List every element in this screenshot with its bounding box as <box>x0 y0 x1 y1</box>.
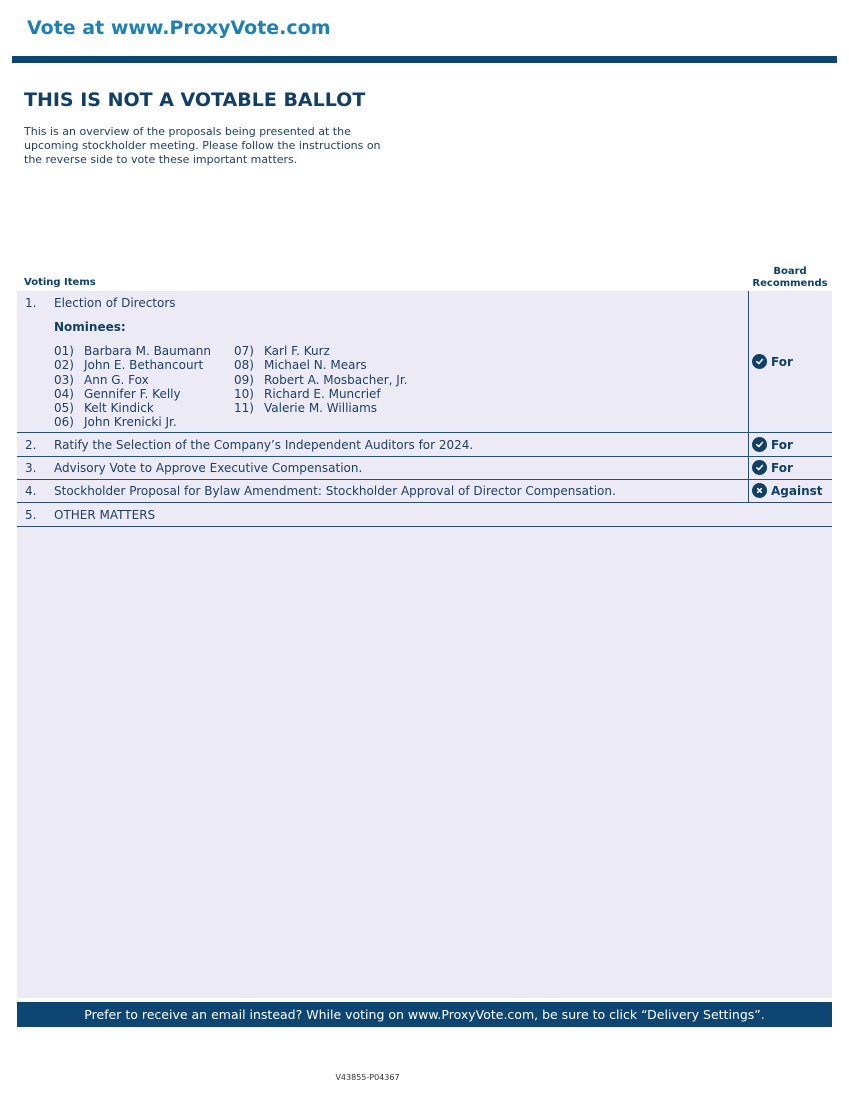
nominee <box>54 373 211 387</box>
nominee-name: Valerie M. Williams <box>264 401 378 416</box>
intro-line: upcoming stockholder meeting. Please follow the instructions on <box>24 139 381 152</box>
header-divider <box>12 56 837 63</box>
nominee <box>234 373 407 387</box>
nominee-number: 11) <box>234 401 254 416</box>
nominee-number: 03) <box>54 372 74 387</box>
item-number: 1. <box>25 296 37 310</box>
nominee-number: 02) <box>54 358 74 373</box>
item-text: OTHER MATTERS <box>54 508 156 522</box>
item-number: 2. <box>25 438 37 452</box>
recommendation-for <box>752 437 793 452</box>
nominee-number: 04) <box>54 386 74 401</box>
nominee-name: Richard E. Muncrief <box>264 386 381 401</box>
nominee-number: 10) <box>234 386 254 401</box>
item-number: 5. <box>25 508 37 522</box>
nominee <box>234 344 407 358</box>
board-recommends-heading <box>748 266 832 290</box>
nominee <box>54 415 211 429</box>
nominees-column-left <box>54 344 211 430</box>
email-delivery-banner: Prefer to receive an email instead? While voting on www.ProxyVote.com, be sure to click “Delivery Settings”. <box>17 1002 832 1027</box>
row-divider <box>17 526 832 527</box>
check-circle-icon <box>752 354 767 369</box>
row-divider <box>17 502 832 503</box>
board-heading-line: Recommends <box>752 278 828 289</box>
recommendation-for <box>752 460 793 475</box>
row-divider <box>17 432 832 433</box>
nominee <box>54 401 211 415</box>
nominee-number: 05) <box>54 401 74 416</box>
nominee <box>234 387 407 401</box>
nominees-column-right <box>234 344 407 415</box>
nominees-label: Nominees: <box>54 320 126 334</box>
nominee-number: 06) <box>54 415 74 430</box>
nominee-number: 08) <box>234 358 254 373</box>
voting-items-heading: Voting Items <box>24 277 96 288</box>
item-number: 3. <box>25 461 37 475</box>
nominee <box>234 401 407 415</box>
proxyvote-link[interactable]: Vote at www.ProxyVote.com <box>27 17 331 39</box>
nominee-name: Robert A. Mosbacher, Jr. <box>264 372 408 387</box>
nominee-name: Michael N. Mears <box>264 358 367 373</box>
nominee-name: John Krenicki Jr. <box>84 415 177 430</box>
intro-text <box>24 125 424 167</box>
intro-line: This is an overview of the proposals being presented at the <box>24 125 351 138</box>
row-divider <box>17 479 832 480</box>
recommendation-label: For <box>771 437 793 452</box>
item-text: Advisory Vote to Approve Executive Compensation. <box>54 461 363 475</box>
board-heading-line: Board <box>773 266 807 277</box>
recommendation-label: For <box>771 354 793 369</box>
row-divider <box>17 456 832 457</box>
item-number: 4. <box>25 484 37 498</box>
nominee-name: John E. Bethancourt <box>84 358 204 373</box>
nominee <box>234 358 407 372</box>
nominee <box>54 387 211 401</box>
recommendation-label: For <box>771 460 793 475</box>
intro-line: the reverse side to vote these important matters. <box>24 153 298 166</box>
nominee-name: Kelt Kindick <box>84 401 154 416</box>
recommendation-label: Against <box>771 483 823 498</box>
nominee-number: 01) <box>54 344 74 358</box>
recommendation-against <box>752 483 823 498</box>
recommendation-column-divider <box>748 291 749 502</box>
item-text: Election of Directors <box>54 296 176 310</box>
nominee-number: 09) <box>234 372 254 387</box>
nominee-number: 07) <box>234 344 254 358</box>
x-circle-icon <box>752 483 767 498</box>
nominee-name: Ann G. Fox <box>84 372 149 387</box>
nominee <box>54 358 211 372</box>
recommendation-for <box>752 354 793 369</box>
item-text: Stockholder Proposal for Bylaw Amendment: Stockholder Approval of Director Compensation. <box>54 484 616 498</box>
nominee-name: Gennifer F. Kelly <box>84 386 181 401</box>
check-circle-icon <box>752 460 767 475</box>
check-circle-icon <box>752 437 767 452</box>
item-text: Ratify the Selection of the Company’s Independent Auditors for 2024. <box>54 438 474 452</box>
document-code: V43855-P04367 <box>335 1073 400 1082</box>
nominee-name: Barbara M. Baumann <box>84 344 212 358</box>
nominee-name: Karl F. Kurz <box>264 344 330 358</box>
nominee <box>54 344 211 358</box>
page-title: THIS IS NOT A VOTABLE BALLOT <box>24 89 366 111</box>
